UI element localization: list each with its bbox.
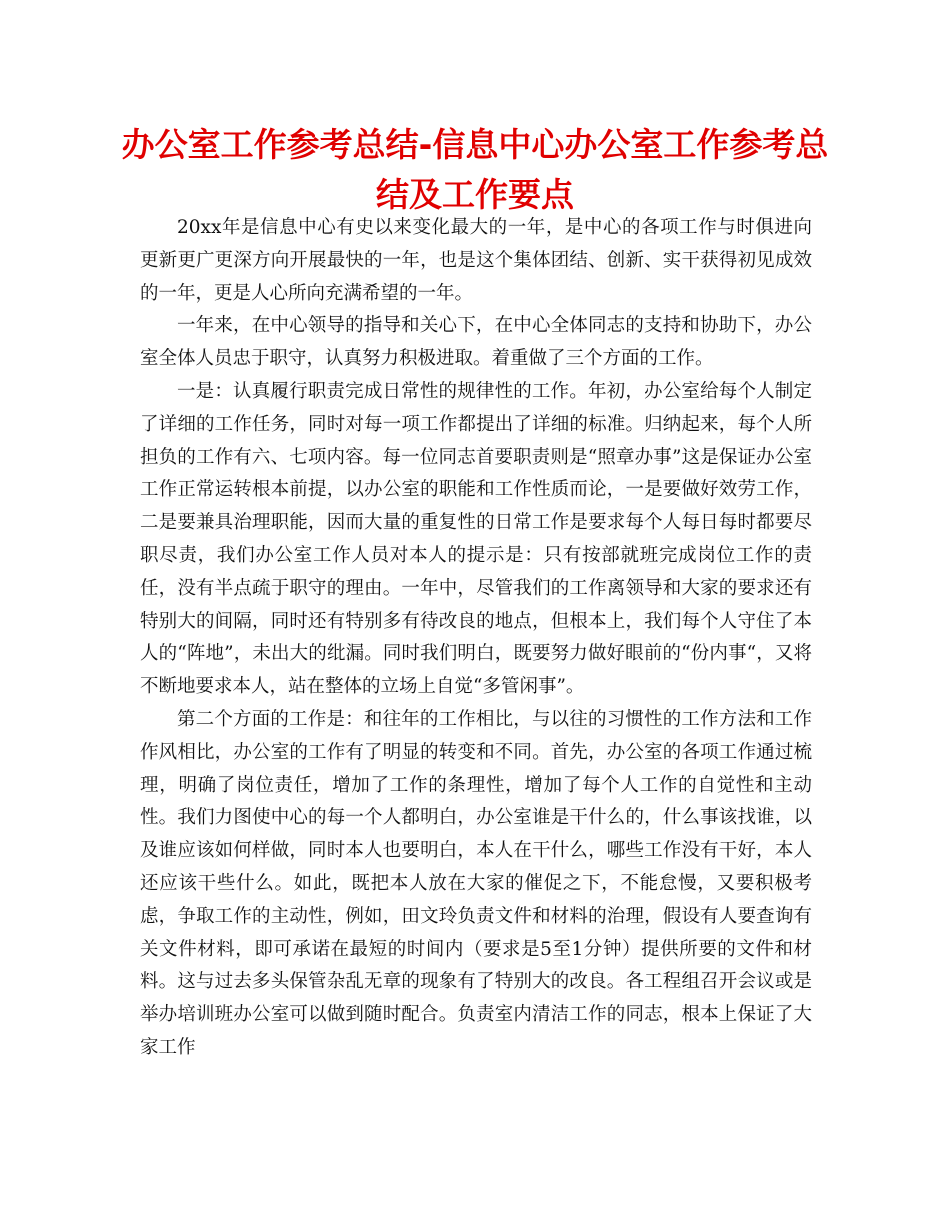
paragraph: 第二个方面的工作是：和往年的工作相比，与以往的习惯性的工作方法和工作作风相比，办公室的工作有了明显的转变和不同。首先，办公室的各项工作通过梳理，明确了岗位责任，增加了工作的条理性，增加了每个人工作的自觉性和主动性。我们力图使中心的每一个人都明白，办公室谁是干什么的，什么事该找谁，以及谁应该如何样做，同时本人也要明白，本人在干什么，哪些工作没有干好，本人还应该干些什么。如此，既把本人放在大家的催促之下，不能怠慢，又要积极考虑，争取工作的主动性，例如，田文玲负责文件和材料的治理，假设有人要查询有关文件材料，即可承诺在最短的时间内（要求是5至1分钟）提供所要的文件和材料。这与过去多头保管杂乱无章的现象有了特别大的改良。各工程组召开会议或是举办培训班办公室可以做到随时配合。负责室内清洁工作的同志，根本上保证了大家工作 — [140, 708, 812, 1058]
document-body — [140, 212, 812, 1065]
paragraph: 一是：认真履行职责完成日常性的规律性的工作。年初，办公室给每个人制定了详细的工作任务，同时对每一项工作都提出了详细的标准。归纳起来，每个人所担负的工作有六、七项内容。每一位同志首要职责则是“照章办事”这是保证办公室工作正常运转根本前提，以办公室的职能和工作性质而论，一是要做好效劳工作，二是要兼具治理职能，因而大量的重复性的日常工作是要求每个人每日每时都要尽职尽责，我们办公室工作人员对本人的提示是：只有按部就班完成岗位工作的责任，没有半点疏于职守的理由。一年中，尽管我们的工作离领导和大家的要求还有特别大的间隔，同时还有特别多有待改良的地点，但根本上，我们每个人守住了本人的“阵地”，未出大的纰漏。同时我们明白，既要努力做好眼前的“份内事“，又将不断地要求本人，站在整体的立场上自觉“多管闲事”。 — [140, 380, 812, 698]
paragraph: 20xx年是信息中心有史以来变化最大的一年，是中心的各项工作与时俱进向更新更广更深方向开展最快的一年，也是这个集体团结、创新、实干获得初见成效的一年，更是人心所向充满希望的一年。 — [140, 217, 812, 304]
document-title: 办公室工作参考总结-信息中心办公室工作参考总结及工作要点 — [121, 125, 829, 214]
paragraph: 一年来，在中心领导的指导和关心下，在中心全体同志的支持和协助下，办公室全体人员忠于职守，认真努力积极进取。着重做了三个方面的工作。 — [140, 315, 812, 370]
